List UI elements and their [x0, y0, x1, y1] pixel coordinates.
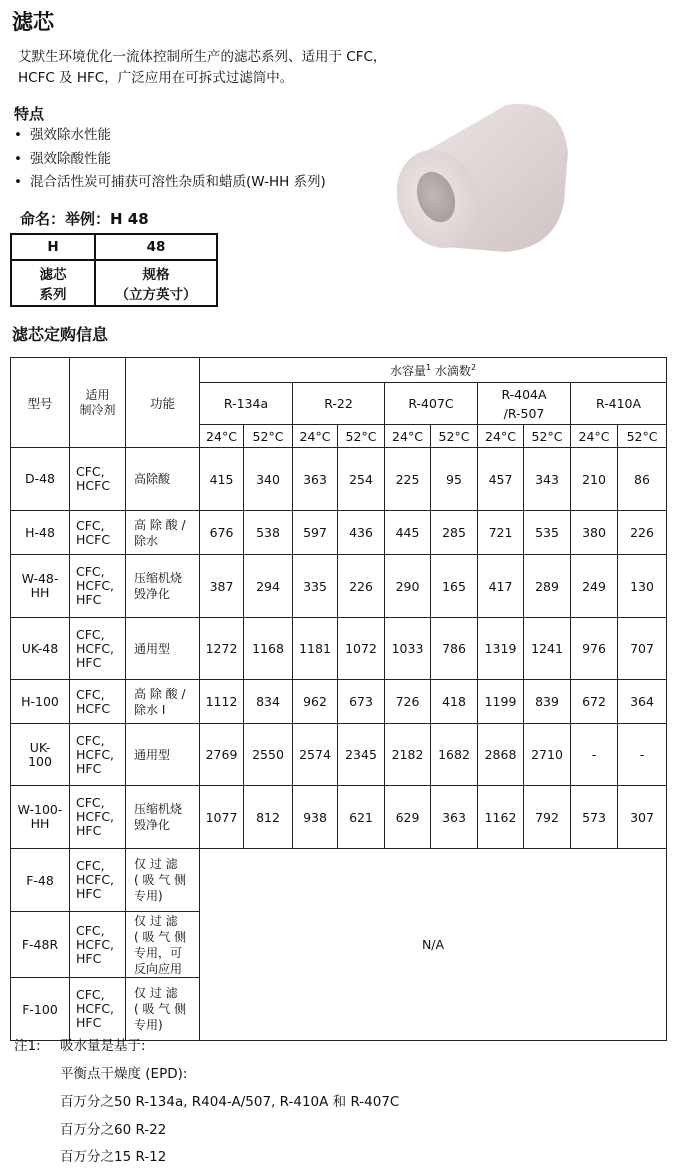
cell-refrigerant: CFC, HCFC, HFC [70, 849, 126, 912]
naming-code-size: 48 [95, 234, 217, 260]
intro-text: 艾默生环境优化一流体控制所生产的滤芯系列、适用于 CFC，HCFC 及 HFC，广泛应用在可拆式过滤筒中。 [18, 49, 387, 86]
cell-value: 1241 [524, 618, 571, 680]
cell-function: 通用型 [126, 724, 200, 786]
header-temperature: 52°C [524, 425, 571, 448]
cell-value: 2710 [524, 724, 571, 786]
table-row [11, 511, 667, 555]
table-row [11, 680, 667, 724]
cell-value: 1181 [293, 618, 338, 680]
cell-function: 高 除 酸 / 除水 [126, 511, 200, 555]
cell-value: 962 [293, 680, 338, 724]
cell-refrigerant: CFC, HCFC [70, 511, 126, 555]
naming-title: 命名：举例：H 48 [20, 210, 149, 228]
cell-value: 1033 [385, 618, 431, 680]
features-list [14, 124, 326, 195]
cell-value: 1272 [200, 618, 244, 680]
cell-value: 1162 [478, 786, 524, 849]
cell-value: 834 [244, 680, 293, 724]
cell-value: 95 [431, 448, 478, 511]
cell-model: H-48 [11, 511, 70, 555]
header-function: 功能 [126, 358, 200, 448]
cell-value: 363 [293, 448, 338, 511]
note-line: 百万分之15 R-12 [60, 1149, 167, 1165]
cell-model: F-100 [11, 978, 70, 1041]
header-temperature: 24°C [478, 425, 524, 448]
cell-value: 364 [618, 680, 667, 724]
header-temperature: 24°C [571, 425, 618, 448]
cell-value: 629 [385, 786, 431, 849]
naming-code-series: H [11, 234, 95, 260]
cell-value: 380 [571, 511, 618, 555]
cell-refrigerant: CFC, HCFC, HFC [70, 786, 126, 849]
cell-value: 226 [338, 555, 385, 618]
cell-value: 226 [618, 511, 667, 555]
cell-value: 445 [385, 511, 431, 555]
cell-value: 2182 [385, 724, 431, 786]
cell-function: 压缩机烧 毁净化 [126, 555, 200, 618]
header-capacity: 水容量$^1$ 水滴数$^2$ [200, 358, 667, 383]
cell-function: 通用型 [126, 618, 200, 680]
header-temperature: 52°C [431, 425, 478, 448]
cell-value: 335 [293, 555, 338, 618]
cell-value: 812 [244, 786, 293, 849]
header-temperature: 52°C [618, 425, 667, 448]
cell-value: 672 [571, 680, 618, 724]
cell-model: H-100 [11, 680, 70, 724]
cell-refrigerant: CFC, HCFC, HFC [70, 978, 126, 1041]
cell-refrigerant: CFC, HCFC [70, 448, 126, 511]
header-r134a: R-134a [200, 383, 293, 425]
cell-value: 1199 [478, 680, 524, 724]
cell-model: F-48 [11, 849, 70, 912]
cell-value: 792 [524, 786, 571, 849]
cell-value: 1112 [200, 680, 244, 724]
cell-value: 976 [571, 618, 618, 680]
features-title: 特点 [14, 105, 45, 123]
note-line: 百万分之50 R-134a, R404-A/507, R-410A 和 R-407C [60, 1094, 400, 1110]
header-refrigerant: 适用 制冷剂 [70, 358, 126, 448]
cell-model: UK-48 [11, 618, 70, 680]
cell-value: 457 [478, 448, 524, 511]
table-row [11, 786, 667, 849]
header-temperature: 24°C [200, 425, 244, 448]
cell-refrigerant: CFC, HCFC, HFC [70, 912, 126, 978]
header-r22: R-22 [293, 383, 385, 425]
cell-value: 2868 [478, 724, 524, 786]
order-info-title: 滤芯定购信息 [12, 325, 109, 344]
naming-meaning-size: 规格 （立方英寸） [95, 260, 217, 306]
cell-value: 307 [618, 786, 667, 849]
naming-meaning-series: 滤芯 系列 [11, 260, 95, 306]
cell-value: 573 [571, 786, 618, 849]
note-line: 平衡点干燥度 (EPD): [60, 1066, 188, 1082]
cell-value: 839 [524, 680, 571, 724]
cell-value: 707 [618, 618, 667, 680]
table-row [11, 724, 667, 786]
cell-value: 2345 [338, 724, 385, 786]
cell-function: 高 除 酸 / 除水 I [126, 680, 200, 724]
cell-value: 130 [618, 555, 667, 618]
cell-refrigerant: CFC, HCFC, HFC [70, 618, 126, 680]
cell-value: 726 [385, 680, 431, 724]
cell-value: 418 [431, 680, 478, 724]
cell-value: 254 [338, 448, 385, 511]
cell-refrigerant: CFC, HCFC, HFC [70, 724, 126, 786]
cell-value: 363 [431, 786, 478, 849]
header-temperature: 52°C [244, 425, 293, 448]
cell-value: 676 [200, 511, 244, 555]
cell-refrigerant: CFC, HCFC, HFC [70, 555, 126, 618]
cell-value: 538 [244, 511, 293, 555]
cell-model: W-48- HH [11, 555, 70, 618]
cell-value: 343 [524, 448, 571, 511]
note-line: 吸水量是基于: [60, 1038, 146, 1054]
cell-function: 压缩机烧 毁净化 [126, 786, 200, 849]
cell-value: - [571, 724, 618, 786]
naming-table [10, 233, 218, 307]
header-r410a: R-410A [571, 383, 667, 425]
header-temperature: 24°C [385, 425, 431, 448]
cell-value: 86 [618, 448, 667, 511]
cell-value: 249 [571, 555, 618, 618]
cell-value: 2769 [200, 724, 244, 786]
cell-value: 2550 [244, 724, 293, 786]
cell-value: 340 [244, 448, 293, 511]
cell-function: 高除酸 [126, 448, 200, 511]
cell-value: - [618, 724, 667, 786]
cell-value: 597 [293, 511, 338, 555]
header-model: 型号 [11, 358, 70, 448]
cell-value: 436 [338, 511, 385, 555]
cell-model: UK- 100 [11, 724, 70, 786]
order-table [10, 357, 667, 1041]
table-row [11, 555, 667, 618]
cell-function: 仅 过 滤 ( 吸 气 侧 专用) [126, 849, 200, 912]
cell-value: 938 [293, 786, 338, 849]
cell-value: 289 [524, 555, 571, 618]
feature-item: • 混合活性炭可捕获可溶性杂质和蜡质(W-HH 系列) [14, 174, 326, 190]
cell-value: 285 [431, 511, 478, 555]
header-r404a: R-404A /R-507 [478, 383, 571, 425]
cell-value: 290 [385, 555, 431, 618]
cell-model: D-48 [11, 448, 70, 511]
cell-value: 1077 [200, 786, 244, 849]
header-temperature: 24°C [293, 425, 338, 448]
cell-value: 721 [478, 511, 524, 555]
table-row [11, 618, 667, 680]
cell-value: 387 [200, 555, 244, 618]
feature-item: • 强效除水性能 [14, 127, 111, 143]
cell-value: 786 [431, 618, 478, 680]
filter-core-image [386, 97, 576, 257]
cell-value: 165 [431, 555, 478, 618]
cell-value: 1682 [431, 724, 478, 786]
page-title: 滤芯 [12, 10, 54, 34]
cell-value: 415 [200, 448, 244, 511]
cell-not-applicable: N/A [200, 849, 667, 1041]
table-row [11, 448, 667, 511]
cell-value: 1168 [244, 618, 293, 680]
cell-value: 1319 [478, 618, 524, 680]
cell-value: 1072 [338, 618, 385, 680]
cell-value: 225 [385, 448, 431, 511]
header-temperature: 52°C [338, 425, 385, 448]
cell-model: W-100- HH [11, 786, 70, 849]
cell-function: 仅 过 滤 ( 吸 气 侧 专用) [126, 978, 200, 1041]
table-row [11, 849, 667, 912]
cell-value: 417 [478, 555, 524, 618]
feature-item: • 强效除酸性能 [14, 150, 111, 167]
cell-value: 621 [338, 786, 385, 849]
note-label: 注1: [14, 1038, 41, 1054]
cell-refrigerant: CFC, HCFC [70, 680, 126, 724]
cell-value: 673 [338, 680, 385, 724]
cell-value: 535 [524, 511, 571, 555]
header-r407c: R-407C [385, 383, 478, 425]
cell-value: 2574 [293, 724, 338, 786]
note-line: 百万分之60 R-22 [60, 1122, 167, 1138]
cell-model: F-48R [11, 912, 70, 978]
cell-value: 210 [571, 448, 618, 511]
cell-function: 仅 过 滤 ( 吸 气 侧 专用，可 反向应用 [126, 912, 200, 978]
cell-value: 294 [244, 555, 293, 618]
